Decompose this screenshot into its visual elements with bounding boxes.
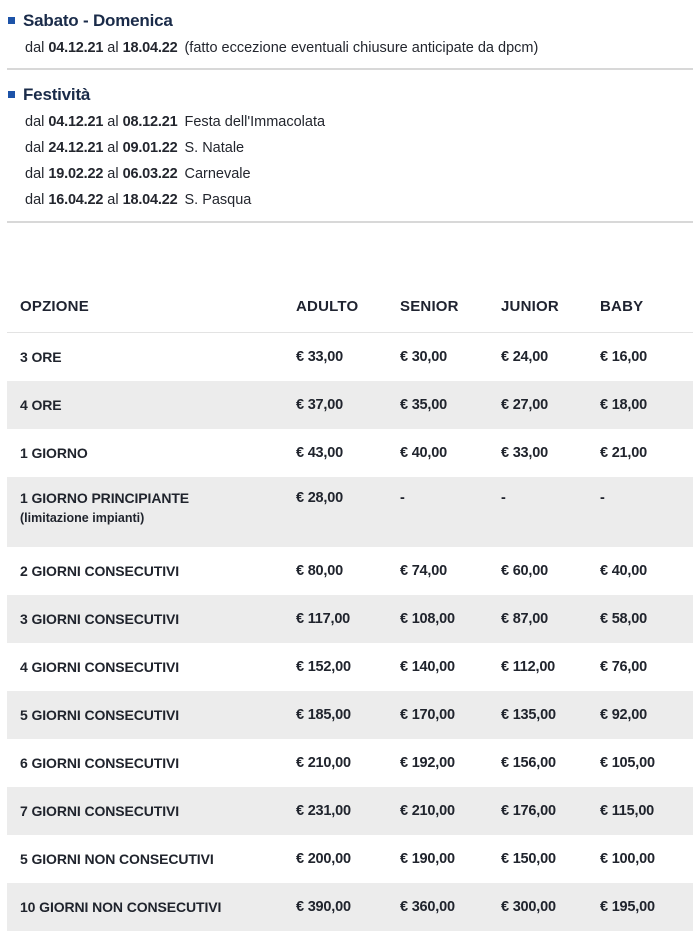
option-label: 10 GIORNI NON CONSECUTIVI: [20, 899, 222, 915]
date-from: 24.12.21: [48, 140, 104, 156]
price-junior: € 27,00: [501, 397, 548, 413]
price-junior: € 300,00: [501, 899, 556, 915]
price-baby: € 100,00: [600, 851, 655, 867]
price-baby: € 115,00: [600, 803, 655, 819]
date-note: (fatto eccezione eventuali chiusure anticipate da dpcm): [184, 40, 539, 56]
price-senior: € 360,00: [400, 899, 455, 915]
price-baby: € 18,00: [600, 397, 647, 413]
price-baby: € 92,00: [600, 707, 647, 723]
table-row: [7, 547, 693, 595]
section-title-sabato-domenica: [8, 10, 700, 31]
date-mid: al: [107, 40, 119, 56]
price-adulto: € 43,00: [296, 445, 343, 461]
option-label: 4 ORE: [20, 397, 62, 413]
holiday-line: [25, 109, 700, 135]
price-baby: € 105,00: [600, 755, 655, 771]
price-senior: -: [400, 490, 405, 506]
price-adulto: € 33,00: [296, 349, 343, 365]
holiday-line: [25, 187, 700, 213]
price-senior: € 74,00: [400, 563, 447, 579]
section-sabato-domenica: [0, 10, 700, 58]
price-baby: € 195,00: [600, 899, 655, 915]
price-baby: € 58,00: [600, 611, 647, 627]
price-baby: € 76,00: [600, 659, 647, 675]
section-title-text: Sabato - Domenica: [23, 11, 173, 30]
price-senior: € 108,00: [400, 611, 455, 627]
bullet-square-icon: [8, 17, 15, 24]
date-mid: al: [107, 166, 119, 182]
price-adulto: € 185,00: [296, 707, 351, 723]
date-from: 04.12.21: [48, 40, 104, 56]
date-prefix: dal: [25, 140, 45, 156]
holiday-dates-list: [0, 109, 700, 213]
date-to: 06.03.22: [122, 166, 178, 182]
price-senior: € 210,00: [400, 803, 455, 819]
price-adulto: € 37,00: [296, 397, 343, 413]
table-row: [7, 333, 693, 381]
price-table: [7, 281, 693, 931]
table-row: [7, 477, 693, 547]
option-label: 3 ORE: [20, 349, 62, 365]
price-junior: € 135,00: [501, 707, 556, 723]
holiday-name: Carnevale: [184, 166, 251, 182]
price-baby: € 21,00: [600, 445, 647, 461]
date-range-line: [25, 38, 700, 58]
price-adulto: € 80,00: [296, 563, 343, 579]
section-title-text: Festività: [23, 85, 91, 104]
date-to: 09.01.22: [122, 140, 178, 156]
column-header-baby: BABY: [600, 298, 644, 315]
column-header-senior: SENIOR: [400, 298, 459, 315]
option-label: 6 GIORNI CONSECUTIVI: [20, 755, 180, 771]
price-senior: € 30,00: [400, 349, 447, 365]
table-row: [7, 883, 693, 931]
price-adulto: € 231,00: [296, 803, 351, 819]
option-label: 3 GIORNI CONSECUTIVI: [20, 611, 180, 627]
price-senior: € 170,00: [400, 707, 455, 723]
holiday-line: [25, 135, 700, 161]
price-adulto: € 152,00: [296, 659, 351, 675]
option-label: 1 GIORNO: [20, 445, 88, 461]
price-adulto: € 28,00: [296, 490, 343, 506]
date-prefix: dal: [25, 192, 45, 208]
date-prefix: dal: [25, 114, 45, 130]
table-row: [7, 643, 693, 691]
date-to: 18.04.22: [122, 192, 178, 208]
holiday-name: S. Natale: [184, 140, 245, 156]
option-label: 1 GIORNO PRINCIPIANTE: [20, 490, 190, 506]
table-row: [7, 429, 693, 477]
price-junior: € 150,00: [501, 851, 556, 867]
price-baby: € 16,00: [600, 349, 647, 365]
price-adulto: € 390,00: [296, 899, 351, 915]
holiday-name: S. Pasqua: [184, 192, 252, 208]
section-divider: [7, 68, 693, 70]
date-prefix: dal: [25, 166, 45, 182]
column-header-junior: JUNIOR: [501, 298, 559, 315]
date-to: 08.12.21: [122, 114, 178, 130]
price-senior: € 35,00: [400, 397, 447, 413]
price-senior: € 192,00: [400, 755, 455, 771]
table-row: [7, 691, 693, 739]
holiday-line: [25, 161, 700, 187]
date-from: 16.04.22: [48, 192, 104, 208]
price-adulto: € 210,00: [296, 755, 351, 771]
option-label: 5 GIORNI CONSECUTIVI: [20, 707, 180, 723]
price-senior: € 40,00: [400, 445, 447, 461]
date-mid: al: [107, 114, 119, 130]
section-divider: [7, 221, 693, 223]
price-junior: € 33,00: [501, 445, 548, 461]
price-junior: € 112,00: [501, 659, 556, 675]
price-junior: -: [501, 490, 506, 506]
price-adulto: € 200,00: [296, 851, 351, 867]
price-junior: € 176,00: [501, 803, 556, 819]
date-prefix: dal: [25, 40, 45, 56]
bullet-square-icon: [8, 91, 15, 98]
price-senior: € 140,00: [400, 659, 455, 675]
price-baby: -: [600, 490, 605, 506]
table-row: [7, 595, 693, 643]
date-mid: al: [107, 140, 119, 156]
price-junior: € 60,00: [501, 563, 548, 579]
price-junior: € 24,00: [501, 349, 548, 365]
section-festivita: [0, 84, 700, 213]
option-label: 2 GIORNI CONSECUTIVI: [20, 563, 180, 579]
price-adulto: € 117,00: [296, 611, 351, 627]
column-header-adulto: ADULTO: [296, 298, 359, 315]
table-row: [7, 787, 693, 835]
price-junior: € 87,00: [501, 611, 548, 627]
price-junior: € 156,00: [501, 755, 556, 771]
date-from: 04.12.21: [48, 114, 104, 130]
holiday-name: Festa dell'Immacolata: [184, 114, 326, 130]
date-from: 19.02.22: [48, 166, 104, 182]
table-row: [7, 739, 693, 787]
section-title-festivita: [8, 84, 700, 105]
date-to: 18.04.22: [122, 40, 178, 56]
option-sublabel: (limitazione impianti): [20, 511, 145, 525]
price-senior: € 190,00: [400, 851, 455, 867]
table-row: [7, 381, 693, 429]
price-baby: € 40,00: [600, 563, 647, 579]
price-table-header-row: [7, 281, 693, 333]
column-header-opzione: OPZIONE: [20, 298, 89, 315]
table-row: [7, 835, 693, 883]
option-label-block: [20, 490, 296, 525]
option-label: 7 GIORNI CONSECUTIVI: [20, 803, 180, 819]
option-label: 5 GIORNI NON CONSECUTIVI: [20, 851, 214, 867]
date-mid: al: [107, 192, 119, 208]
option-label: 4 GIORNI CONSECUTIVI: [20, 659, 180, 675]
